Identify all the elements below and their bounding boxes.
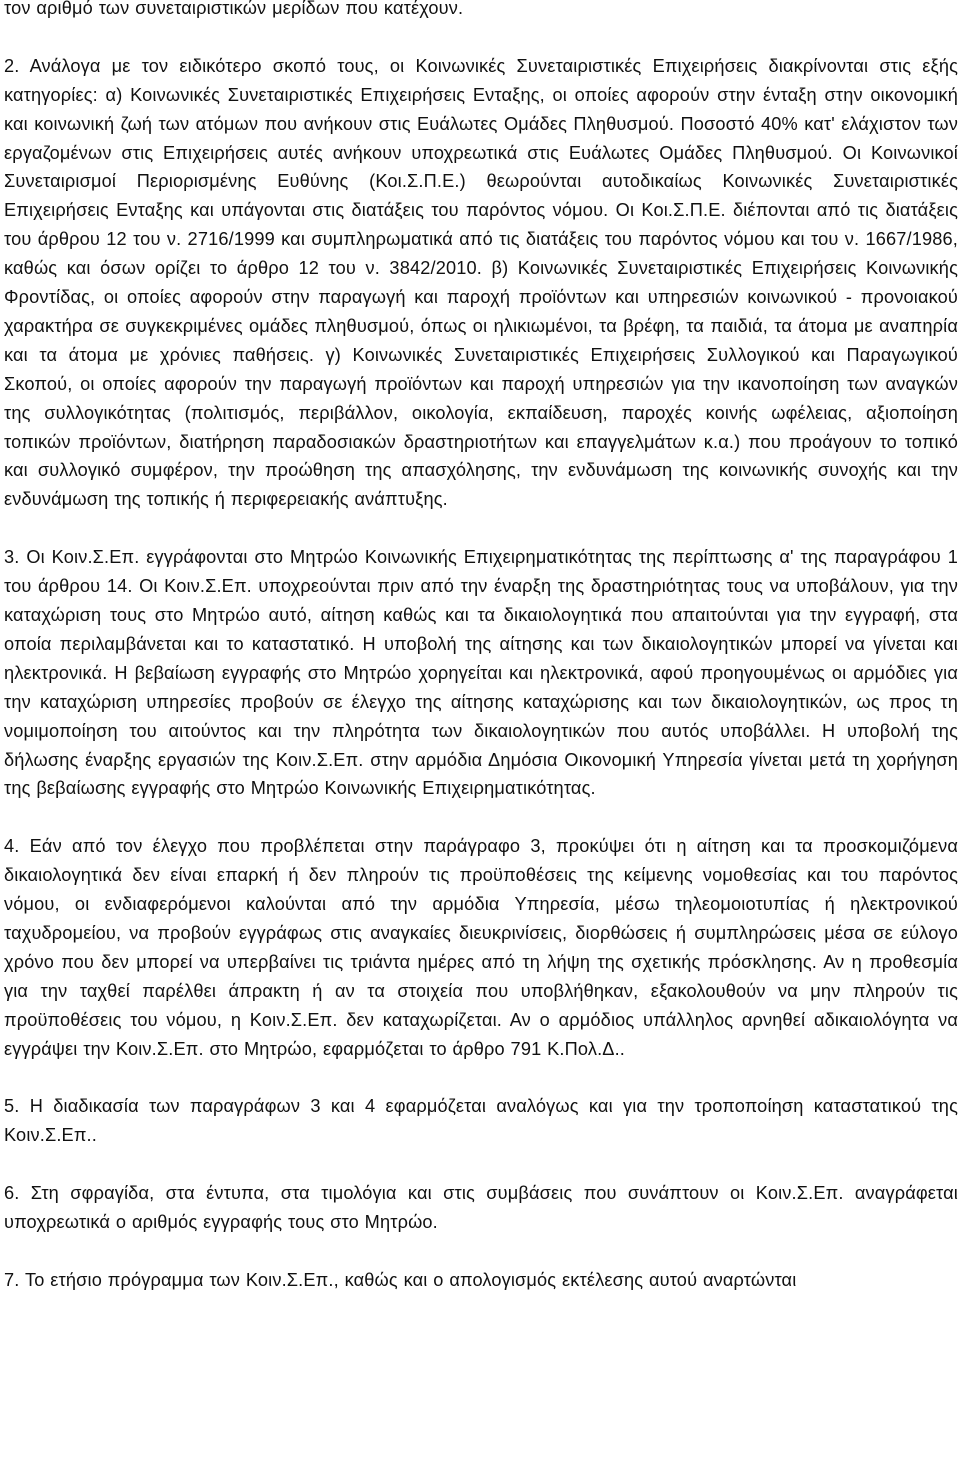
- paragraph-2-categories: 2. Ανάλογα με τον ειδικότερο σκοπό τους, οι Κοινωνικές Συνεταιριστικές Επιχειρήσεις διακρίνονται στις εξής κατηγορίες: α) Κοινωνικές Συνεταιριστικές Επιχειρήσεις Ενταξης, οι οποίες αφορούν στην ένταξη στην οικονομική και κοινωνική ζωή των ατόμων που ανήκουν στις Ευάλωτες Ομάδες Πληθυσμού. Ποσοστό 40% κατ' ελάχιστον των εργαζομένων στις Επιχειρήσεις αυτές ανήκουν υποχρεωτικά στις Ευάλωτες Ομάδες Πληθυσμού. Οι Κοινωνικοί Συνεταιρισμοί Περιορισμένης Ευθύνης (Κοι.Σ.Π.Ε.) θεωρούνται αυτοδικαίως Κοινωνικές Συνεταιριστικές Επιχειρήσεις Ενταξης και υπάγονται στις διατάξεις του παρόντος νόμου. Οι Κοι.Σ.Π.Ε. διέπονται από τις διατάξεις του άρθρου 12 του ν. 2716/1999 και συμπληρωματικά από τις διατάξεις του παρόντος νόμου και του ν. 1667/1986, καθώς και όσων ορίζει το άρθρο 12 του ν. 3842/2010. β) Κοινωνικές Συνεταιριστικές Επιχειρήσεις Κοινωνικής Φροντίδας, οι οποίες αφορούν στην παραγωγή και παροχή προϊόντων και υπηρεσιών κοινωνικού - προνοιακού χαρακτήρα σε συγκεκριμένες ομάδες πληθυσμού, όπως οι ηλικιωμένοι, τα βρέφη, τα παιδιά, τα άτομα με αναπηρία και τα άτομα με χρόνιες παθήσεις. γ) Κοινωνικές Συνεταιριστικές Επιχειρήσεις Συλλογικού και Παραγωγικού Σκοπού, οι οποίες αφορούν την παραγωγή προϊόντων και παροχή υπηρεσιών για την ικανοποίηση των αναγκών της συλλογικότητας (πολιτισμός, περιβάλλον, οικολογία, εκπαίδευση, παροχές κοινής ωφέλειας, αξιοποίηση τοπικών προϊόντων, διατήρηση παραδοσιακών δραστηριοτήτων και επαγγελμάτων κ.α.) που προάγουν το τοπικό και συλλογικό συμφέρον, την προώθηση της απασχόλησης, την ενδυνάμωση της κοινωνικής συνοχής και την ενδυνάμωση της τοπικής ή περιφερειακής ανάπτυξης.: [4, 55, 958, 510]
- document-page: [4, 0, 958, 1295]
- paragraph-5-amendment: 5. Η διαδικασία των παραγράφων 3 και 4 εφαρμόζεται αναλόγως και για την τροποποίηση καταστατικού της Κοιν.Σ.Επ..: [4, 1096, 958, 1146]
- paragraph-3-registry: 3. Οι Κοιν.Σ.Επ. εγγράφονται στο Μητρώο Κοινωνικής Επιχειρηματικότητας της περίπτωσης α' της παραγράφου 1 του άρθρου 14. Οι Κοιν.Σ.Επ. υποχρεούνται πριν από την έναρξη της δραστηριότητας τους να υποβάλουν, για την καταχώριση τους στο Μητρώο αυτό, αίτηση καθώς και τα δικαιολογητικά που απαιτούνται για την εγγραφή, στα οποία περιλαμβάνεται και το καταστατικό. Η υποβολή της αίτησης και των δικαιολογητικών μπορεί να γίνεται και ηλεκτρονικά. Η βεβαίωση εγγραφής στο Μητρώο χορηγείται και ηλεκτρονικά, αφού προηγουμένως οι αρμόδιες για την καταχώριση υπηρεσίες προβούν σε έλεγχο της αίτησης καταχώρισης και των δικαιολογητικών, ως προς τη νομιμοποίηση του αιτούντος και την πληρότητα των δικαιολογητικών που αυτός υποβάλλει. Η υποβολή της δήλωσης έναρξης εργασιών της Κοιν.Σ.Επ. στην αρμόδια Δημόσια Οικονομική Υπηρεσία γίνεται μετά τη χορήγηση της βεβαίωσης εγγραφής στο Μητρώο Κοινωνικής Επιχειρηματικότητας.: [4, 547, 958, 799]
- paragraph-6-seal: 6. Στη σφραγίδα, στα έντυπα, στα τιμολόγια και στις συμβάσεις που συνάπτουν οι Κοιν.Σ.Επ. αναγράφεται υποχρεωτικά ο αριθμός εγγραφής τους στο Μητρώο.: [4, 1183, 958, 1232]
- paragraph-7-annual-program: 7. Το ετήσιο πρόγραμμα των Κοιν.Σ.Επ., καθώς και ο απολογισμός εκτέλεσης αυτού αναρτώνται: [4, 1269, 797, 1290]
- intro-fragment: τον αριθμό των συνεταιριστικών μερίδων που κατέχουν.: [4, 0, 464, 18]
- paragraph-4-review: 4. Εάν από τον έλεγχο που προβλέπεται στην παράγραφο 3, προκύψει ότι η αίτηση και τα προσκομιζόμενα δικαιολογητικά δεν είναι επαρκή ή δεν πληρούν τις προϋποθέσεις της κείμενης νομοθεσίας και του παρόντος νόμου, οι ενδιαφερόμενοι καλούνται από την αρμόδια Υπηρεσία, μέσω τηλεομοιοτυπίας ή ηλεκτρονικού ταχυδρομείου, να προβούν εγγράφως στις αναγκαίες διευκρινίσεις, διορθώσεις ή συμπληρώσεις μέσα σε εύλογο χρόνο που δεν μπορεί να υπερβαίνει τις τριάντα ημέρες από τη λήψη της σχετικής πρόσκλησης. Αν η προθεσμία για την ταχθεί παρέλθει άπρακτη ή αν τα στοιχεία που υποβλήθηκαν, εξακολουθούν να μην πληρούν τις προϋποθέσεις του νόμου, η Κοιν.Σ.Επ. δεν καταχωρίζεται. Αν ο αρμόδιος υπάλληλος αρνηθεί αδικαιολόγητα να εγγράψει την Κοιν.Σ.Επ. στο Μητρώο, εφαρμόζεται το άρθρο 791 Κ.Πολ.Δ..: [4, 836, 958, 1059]
